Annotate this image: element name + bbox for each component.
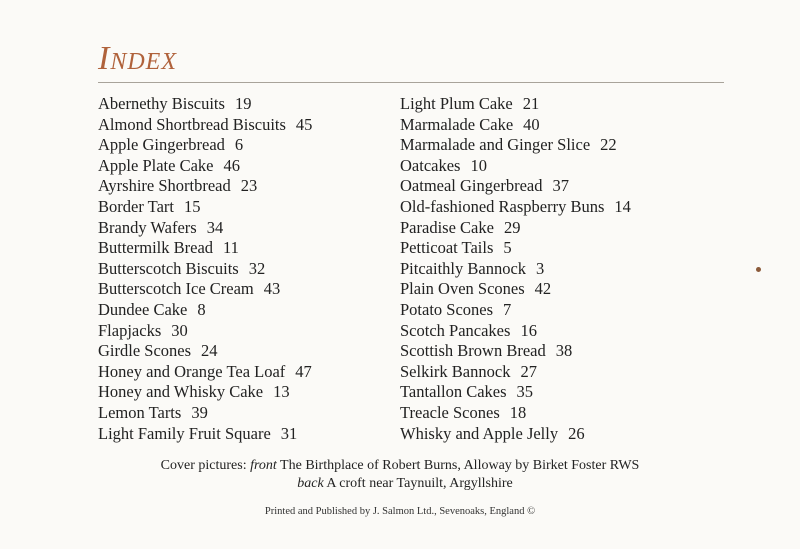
entry-name: Apple Plate Cake	[98, 155, 214, 175]
entry-name: Almond Shortbread Biscuits	[98, 114, 286, 134]
cover-caption-back	[0, 475, 800, 493]
index-entry	[400, 382, 631, 403]
index-column-left	[98, 94, 312, 444]
entry-page-number: 34	[206, 217, 224, 237]
entry-page-number: 22	[600, 135, 617, 155]
entry-name: Honey and Orange Tea Loaf	[98, 361, 286, 381]
entry-name: Paradise Cake	[400, 217, 494, 237]
entry-name: Tantallon Cakes	[400, 382, 507, 402]
publisher-footer: Printed and Published by J. Salmon Ltd., Sevenoaks, England ©	[264, 506, 536, 517]
entry-page-number: 24	[201, 341, 218, 361]
index-entry	[98, 341, 312, 362]
index-entry	[98, 382, 312, 403]
entry-page-number: 38	[555, 341, 573, 361]
entry-page-number: 31	[280, 423, 298, 443]
index-entry	[400, 424, 631, 445]
entry-page-number: 7	[503, 299, 512, 319]
entry-page-number: 37	[552, 176, 569, 196]
index-entry	[98, 321, 312, 342]
entry-page-number: 39	[191, 402, 208, 422]
entry-name: Honey and Whisky Cake	[98, 382, 264, 402]
entry-name: Buttermilk Bread	[98, 238, 214, 258]
entry-page-number: 16	[520, 320, 537, 340]
entry-name: Ayrshire Shortbread	[98, 176, 231, 196]
index-entry	[400, 197, 631, 218]
entry-name: Girdle Scones	[98, 341, 192, 361]
entry-name: Old-fashioned Raspberry Buns	[400, 196, 605, 216]
index-entry	[400, 218, 631, 239]
index-entry	[98, 218, 312, 239]
index-entry	[98, 197, 312, 218]
index-entry	[400, 238, 631, 259]
index-entry	[400, 362, 631, 383]
entry-page-number: 14	[614, 196, 631, 216]
caption-front-text: The Birthplace of Robert Burns, Alloway by Birket Foster RWS	[280, 458, 640, 473]
entry-page-number: 11	[223, 238, 239, 258]
caption-back-text: A croft near Taynuilt, Argyllshire	[326, 476, 513, 491]
index-entry	[98, 424, 312, 445]
entry-name: Marmalade and Ginger Slice	[400, 135, 591, 155]
entry-page-number: 43	[263, 279, 281, 299]
entry-name: Flapjacks	[98, 320, 162, 340]
entry-page-number: 10	[470, 155, 487, 175]
index-entry	[98, 259, 312, 280]
title-rule	[98, 82, 724, 83]
index-entry	[400, 259, 631, 280]
entry-page-number: 29	[503, 217, 521, 237]
entry-name: Selkirk Bannock	[400, 361, 511, 381]
index-entry	[98, 135, 312, 156]
entry-page-number: 5	[503, 238, 512, 258]
entry-name: Potato Scones	[400, 299, 494, 319]
caption-back-label: back	[297, 476, 324, 491]
index-entry	[400, 279, 631, 300]
index-entry	[400, 115, 631, 136]
index-entry	[400, 135, 631, 156]
index-entry	[98, 279, 312, 300]
index-entry	[400, 94, 631, 115]
entry-page-number: 32	[248, 258, 266, 278]
cover-caption-front	[0, 457, 800, 475]
entry-page-number: 27	[520, 361, 537, 381]
entry-name: Light Family Fruit Square	[98, 423, 271, 443]
entry-page-number: 45	[295, 114, 313, 134]
entry-page-number: 26	[568, 423, 585, 443]
index-entry	[400, 300, 631, 321]
index-entry	[400, 403, 631, 424]
entry-name: Brandy Wafers	[98, 217, 197, 237]
entry-name: Scotch Pancakes	[400, 320, 511, 340]
entry-page-number: 19	[234, 94, 252, 113]
margin-dot	[756, 267, 761, 272]
caption-prefix: Cover pictures:	[160, 458, 247, 473]
entry-page-number: 18	[509, 402, 527, 422]
index-entry	[98, 94, 312, 115]
entry-name: Whisky and Apple Jelly	[400, 423, 559, 443]
entry-page-number: 13	[273, 382, 290, 402]
index-entry	[400, 321, 631, 342]
entry-name: Oatcakes	[400, 155, 461, 175]
entry-name: Petticoat Tails	[400, 238, 494, 258]
entry-page-number: 30	[171, 320, 188, 340]
entry-page-number: 23	[240, 176, 258, 196]
entry-page-number: 15	[183, 196, 201, 216]
entry-page-number: 40	[523, 114, 540, 134]
entry-name: Scottish Brown Bread	[400, 341, 546, 361]
entry-page-number: 3	[536, 258, 545, 278]
entry-name: Treacle Scones	[400, 402, 500, 422]
index-entry	[400, 156, 631, 177]
index-entry	[98, 176, 312, 197]
caption-front-label: front	[250, 458, 277, 473]
entry-page-number: 8	[197, 299, 206, 319]
index-entry	[98, 115, 312, 136]
entry-name: Lemon Tarts	[98, 402, 182, 422]
index-entry	[400, 176, 631, 197]
entry-name: Light Plum Cake	[400, 94, 513, 113]
entry-page-number: 42	[534, 279, 552, 299]
index-entry	[98, 300, 312, 321]
entry-name: Abernethy Biscuits	[98, 94, 225, 113]
entry-name: Dundee Cake	[98, 299, 188, 319]
index-column-right	[400, 94, 631, 444]
entry-name: Oatmeal Gingerbread	[400, 176, 543, 196]
entry-page-number: 35	[516, 382, 534, 402]
index-entry	[98, 403, 312, 424]
entry-name: Marmalade Cake	[400, 114, 514, 134]
index-entry	[98, 238, 312, 259]
entry-name: Apple Gingerbread	[98, 135, 225, 155]
entry-page-number: 46	[223, 155, 240, 175]
entry-page-number: 47	[295, 361, 312, 381]
entry-page-number: 6	[234, 135, 244, 155]
entry-name: Pitcaithly Bannock	[400, 258, 527, 278]
index-entry	[400, 341, 631, 362]
entry-name: Butterscotch Ice Cream	[98, 279, 254, 299]
entry-name: Plain Oven Scones	[400, 279, 525, 299]
page-title: Index	[98, 40, 177, 77]
index-entry	[98, 156, 312, 177]
entry-page-number: 21	[522, 94, 540, 113]
entry-name: Butterscotch Biscuits	[98, 258, 239, 278]
entry-name: Border Tart	[98, 196, 174, 216]
index-entry	[98, 362, 312, 383]
